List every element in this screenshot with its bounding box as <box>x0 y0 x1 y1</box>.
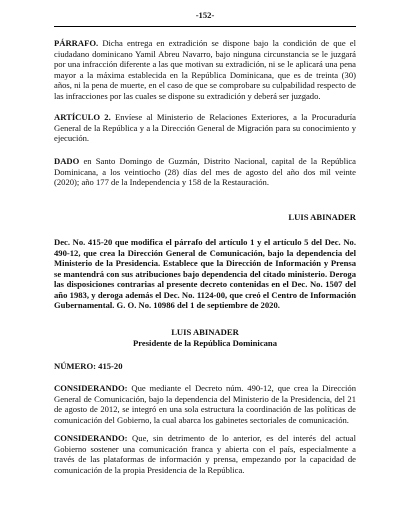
signature-name: LUIS ABINADER <box>288 212 356 222</box>
paragraph-label: ARTÍCULO 2. <box>54 112 111 122</box>
president-name: LUIS ABINADER <box>171 327 239 337</box>
paragraph-articulo-2 <box>54 112 356 144</box>
paragraph-text: Dicha entrega en extradición se dispone bajo la condición de que el ciudadano dominicano Yamil Abreu Navarro, bajo ninguna circunstancia se le juzgará por una infracción diferente a las que motivan su extradición, ni se le aplicará una pena mayor a la máxima establecida en la República Dominicana, que es de treinta (30) años, ni la pena de muerte, en el caso de que se comprobare su culpabilidad respecto de las infracciones por las cuales se dispone su extradición y deberá ser juzgado. <box>54 38 356 101</box>
decree-title: Dec. No. 415-20 que modifica el párrafo del artículo 1 y el artículo 5 del Dec. No. 490-12, que crea la Dirección General de Comunicación, bajo la dependencia del Ministerio de la Presidencia. Establece que la Dirección de Información y Prensa se mantendrá con sus atribuciones bajo dependencia del citado ministerio. Deroga las disposiciones contrarias al presente decreto contenidas en el Dec. No. 1507 del año 1983, y deroga además el Dec. No. 1124-00, que creó el Centro de Información Gubernamental. G. O. No. 10986 del 1 de septiembre de 2020. <box>54 237 356 310</box>
paragraph-label: CONSIDERANDO: <box>54 433 128 443</box>
header-rule <box>54 26 356 27</box>
page-number: -152- <box>195 10 215 20</box>
paragraph-label: CONSIDERANDO: <box>54 383 128 393</box>
paragraph-parrafo <box>54 38 356 101</box>
paragraph-text: Envíese al Ministerio de Relaciones Exteriores, a la Procuraduría General de la República y a la Dirección General de Migración para su conocimiento y ejecución. <box>54 112 356 143</box>
paragraph-label: DADO <box>54 156 80 166</box>
paragraph-text: en Santo Domingo de Guzmán, Distrito Nacional, capital de la República Dominicana, a los veintiocho (28) días del mes de agosto del año dos mil veinte (2020); año 177 de la Independencia y 158 de la Restauración. <box>54 156 356 187</box>
paragraph-considerando-2 <box>54 433 356 475</box>
paragraph-label: PÁRRAFO. <box>54 38 99 48</box>
paragraph-dado <box>54 156 356 188</box>
paragraph-text: Que mediante el Decreto núm. 490-12, que crea la Dirección General de Comunicación, bajo la dependencia del Ministerio de la Presidencia, del 21 de agosto de 2012, se integró en una sola estructura la coordinación de las políticas de comunicación del Gobierno, la cual abarca los gabinetes sectoriales de comunicación. <box>54 383 356 425</box>
decree-number: NÚMERO: 415-20 <box>54 361 123 371</box>
paragraph-considerando-1 <box>54 383 356 425</box>
president-title: Presidente de la República Dominicana <box>132 338 278 348</box>
paragraph-text: Que, sin detrimento de lo anterior, es del interés del actual Gobierno sostener una comunicación franca y abierta con el país, especialmente a través de las plataformas de información y prensa, empezando por la capacidad de comunicación de la propia Presidencia de la República. <box>54 433 356 475</box>
